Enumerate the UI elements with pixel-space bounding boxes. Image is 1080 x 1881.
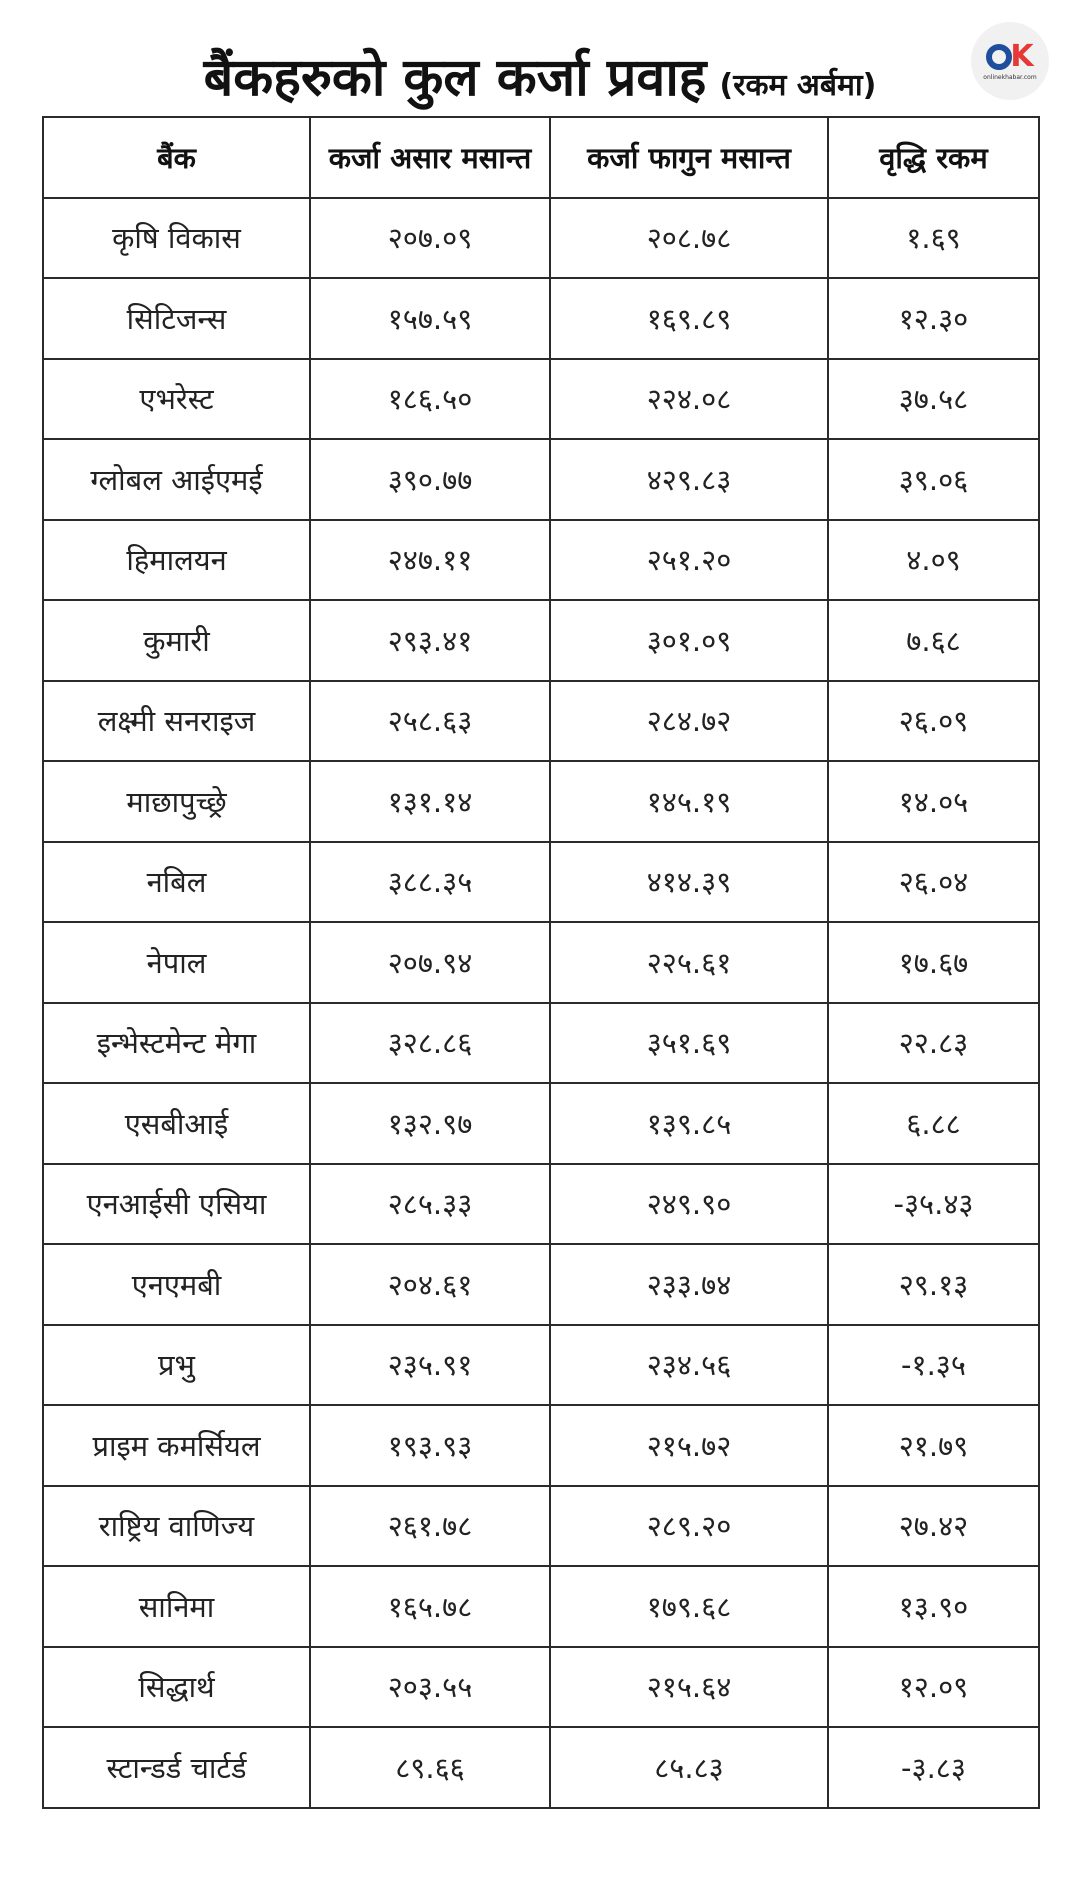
cell-growth: २१.७९ (828, 1405, 1039, 1486)
cell-loan-falgun: २१५.६४ (550, 1647, 828, 1728)
cell-growth: -३.८३ (828, 1727, 1039, 1808)
cell-bank-name: एनआईसी एसिया (43, 1164, 310, 1245)
header-bank: बैंक (43, 117, 310, 198)
header-loan-asar: कर्जा असार मसान्त (310, 117, 550, 198)
cell-loan-falgun: १६९.८९ (550, 278, 828, 359)
onlinekhabar-logo-icon (971, 22, 1049, 100)
cell-bank-name: ग्लोबल आईएमई (43, 439, 310, 520)
table-row (43, 1083, 1039, 1164)
logo-o-mark (986, 44, 1012, 70)
table-row (43, 842, 1039, 923)
cell-loan-falgun: ४१४.३९ (550, 842, 828, 923)
title-block (0, 40, 1080, 120)
loan-table (42, 116, 1040, 1809)
table-header (43, 117, 1039, 198)
table-row (43, 681, 1039, 762)
cell-loan-asar: २६१.७८ (310, 1486, 550, 1567)
cell-loan-asar: २०७.९४ (310, 922, 550, 1003)
cell-loan-falgun: २४९.९० (550, 1164, 828, 1245)
cell-loan-falgun: १३९.८५ (550, 1083, 828, 1164)
cell-growth: १२.०९ (828, 1647, 1039, 1728)
cell-bank-name: माछापुच्छ्रे (43, 761, 310, 842)
cell-growth: २७.४२ (828, 1486, 1039, 1567)
cell-bank-name: कृषि विकास (43, 198, 310, 279)
cell-bank-name: एसबीआई (43, 1083, 310, 1164)
table-row (43, 439, 1039, 520)
cell-growth: ३७.५८ (828, 359, 1039, 440)
table-row (43, 520, 1039, 601)
cell-loan-asar: २३५.९१ (310, 1325, 550, 1406)
cell-loan-asar: १३२.९७ (310, 1083, 550, 1164)
header-loan-falgun: कर्जा फागुन मसान्त (550, 117, 828, 198)
table-row (43, 198, 1039, 279)
cell-loan-asar: ८९.६६ (310, 1727, 550, 1808)
logo-k-mark: K (1010, 38, 1034, 74)
cell-bank-name: सिटिजन्स (43, 278, 310, 359)
cell-loan-asar: १३१.१४ (310, 761, 550, 842)
cell-growth: २९.१३ (828, 1244, 1039, 1325)
cell-loan-falgun: २०८.७८ (550, 198, 828, 279)
cell-loan-falgun: २५१.२० (550, 520, 828, 601)
cell-loan-falgun: ८५.८३ (550, 1727, 828, 1808)
cell-bank-name: राष्ट्रिय वाणिज्य (43, 1486, 310, 1567)
cell-loan-asar: २०४.६१ (310, 1244, 550, 1325)
cell-growth: २६.०९ (828, 681, 1039, 762)
cell-growth: ७.६८ (828, 600, 1039, 681)
cell-loan-falgun: २१५.७२ (550, 1405, 828, 1486)
cell-loan-asar: २९३.४१ (310, 600, 550, 681)
cell-bank-name: कुमारी (43, 600, 310, 681)
cell-bank-name: नबिल (43, 842, 310, 923)
cell-loan-asar: २४७.११ (310, 520, 550, 601)
cell-bank-name: सिद्धार्थ (43, 1647, 310, 1728)
table-row (43, 1566, 1039, 1647)
cell-growth: १२.३० (828, 278, 1039, 359)
cell-bank-name: नेपाल (43, 922, 310, 1003)
cell-loan-asar: १५७.५९ (310, 278, 550, 359)
cell-loan-falgun: ४२९.८३ (550, 439, 828, 520)
cell-growth: -१.३५ (828, 1325, 1039, 1406)
loan-table-container (42, 116, 1038, 1809)
table-row (43, 1003, 1039, 1084)
cell-growth: ६.८८ (828, 1083, 1039, 1164)
cell-bank-name: स्टान्डर्ड चार्टर्ड (43, 1727, 310, 1808)
cell-loan-asar: ३८८.३५ (310, 842, 550, 923)
table-row (43, 1164, 1039, 1245)
cell-growth: १४.०५ (828, 761, 1039, 842)
cell-loan-falgun: १७९.६८ (550, 1566, 828, 1647)
table-header-row (43, 117, 1039, 198)
cell-loan-falgun: २३३.७४ (550, 1244, 828, 1325)
cell-bank-name: एनएमबी (43, 1244, 310, 1325)
cell-loan-asar: १८६.५० (310, 359, 550, 440)
table-row (43, 1727, 1039, 1808)
cell-growth: १.६९ (828, 198, 1039, 279)
logo-mark (986, 38, 1034, 74)
cell-loan-falgun: २२४.०८ (550, 359, 828, 440)
cell-growth: २२.८३ (828, 1003, 1039, 1084)
table-body (43, 198, 1039, 1808)
table-row (43, 1647, 1039, 1728)
cell-loan-falgun: ३०१.०९ (550, 600, 828, 681)
table-row (43, 278, 1039, 359)
cell-loan-asar: १९३.९३ (310, 1405, 550, 1486)
table-row (43, 1486, 1039, 1567)
cell-loan-asar: २८५.३३ (310, 1164, 550, 1245)
cell-bank-name: प्रभु (43, 1325, 310, 1406)
table-row (43, 761, 1039, 842)
table-row (43, 359, 1039, 440)
table-row (43, 1405, 1039, 1486)
cell-loan-falgun: २२५.६१ (550, 922, 828, 1003)
table-row (43, 922, 1039, 1003)
cell-loan-asar: १६५.७८ (310, 1566, 550, 1647)
page-title: बैंकहरुको कुल कर्जा प्रवाह (203, 48, 707, 108)
cell-loan-asar: २०७.०९ (310, 198, 550, 279)
table-row (43, 1244, 1039, 1325)
cell-bank-name: लक्ष्मी सनराइज (43, 681, 310, 762)
cell-loan-asar: ३२८.८६ (310, 1003, 550, 1084)
cell-loan-falgun: १४५.१९ (550, 761, 828, 842)
header-growth: वृद्धि रकम (828, 117, 1039, 198)
cell-loan-asar: ३९०.७७ (310, 439, 550, 520)
cell-loan-asar: २५८.६३ (310, 681, 550, 762)
cell-growth: २६.०४ (828, 842, 1039, 923)
cell-growth: -३५.४३ (828, 1164, 1039, 1245)
cell-bank-name: एभरेस्ट (43, 359, 310, 440)
page-subtitle: (रकम अर्बमा) (719, 68, 877, 103)
cell-bank-name: हिमालयन (43, 520, 310, 601)
cell-loan-falgun: २८९.२० (550, 1486, 828, 1567)
cell-loan-falgun: ३५१.६९ (550, 1003, 828, 1084)
cell-bank-name: इन्भेस्टमेन्ट मेगा (43, 1003, 310, 1084)
cell-growth: १३.९० (828, 1566, 1039, 1647)
cell-loan-falgun: २८४.७२ (550, 681, 828, 762)
cell-bank-name: प्राइम कमर्सियल (43, 1405, 310, 1486)
cell-loan-asar: २०३.५५ (310, 1647, 550, 1728)
cell-loan-falgun: २३४.५६ (550, 1325, 828, 1406)
cell-growth: ४.०९ (828, 520, 1039, 601)
logo-text: onlinekhabar.com (983, 73, 1037, 81)
table-row (43, 1325, 1039, 1406)
cell-growth: ३९.०६ (828, 439, 1039, 520)
table-row (43, 600, 1039, 681)
cell-bank-name: सानिमा (43, 1566, 310, 1647)
cell-growth: १७.६७ (828, 922, 1039, 1003)
